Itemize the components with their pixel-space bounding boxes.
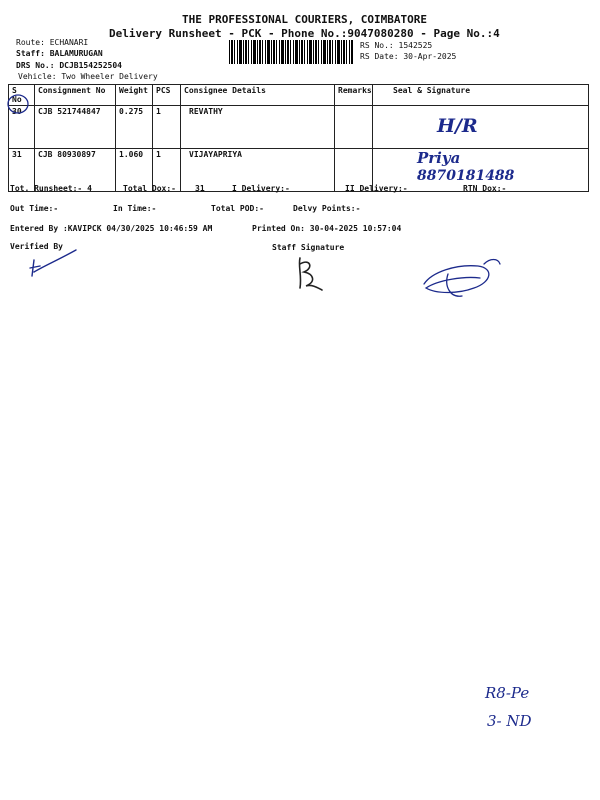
table-row [9,106,589,149]
cell-weight: 0.275 [116,106,153,149]
total-dox-label: Total Dox:- [123,184,176,193]
rs-date: RS Date: 30-Apr-2025 [360,52,457,61]
vehicle-label: Vehicle: Two Wheeler Delivery [18,72,158,81]
handwritten-phone: 8870181488 [417,168,515,184]
cell-sno: 30 [9,106,35,149]
ii-delivery: II Delivery:- [345,184,408,193]
total-pod: Total POD:- [211,204,264,213]
out-time: Out Time:- [10,204,59,213]
handwritten-name: Priya [417,149,461,167]
header-pcs: PCS [153,85,181,106]
printed-on: Printed On: 30-04-2025 10:57:04 [252,224,402,233]
tot-runsheet: Tot. Runsheet:- 4 [10,184,92,193]
receiver-signature-icon [418,254,508,304]
header-weight: Weight [116,85,153,106]
document-subtitle: Delivery Runsheet - PCK - Phone No.:9047080280 - Page No.:4 [109,27,500,40]
staff-label: Staff: BALAMURUGAN [16,49,103,58]
cell-weight: 1.060 [116,149,153,192]
cell-sno: 31 [9,149,35,192]
cell-consignee: REVATHY [181,106,335,149]
entered-by: Entered By :KAVIPCK 04/30/2025 10:46:59 AM [10,224,213,233]
staff-signature-icon [290,254,330,294]
cell-remarks [335,106,373,149]
verified-by-label: Verified By [10,242,63,251]
handwritten-note-1: R8-Pe [485,684,530,702]
header-sno: S No [9,85,35,106]
rs-number: RS No.: 1542525 [360,41,433,50]
drs-number: DRS No.: DCJB154252504 [16,61,122,70]
i-delivery: I Delivery:- [232,184,290,193]
cell-pcs: 1 [153,106,181,149]
cell-pcs: 1 [153,149,181,192]
table-header-row [9,85,589,106]
header-consignee: Consignee Details [181,85,335,106]
route-label: Route: ECHANARI [16,38,89,47]
header-consignment: Consignment No [35,85,116,106]
staff-signature-label: Staff Signature [272,243,345,252]
header-seal: Seal & Signature [373,85,589,106]
cell-seal [373,106,589,149]
handwritten-initials: H/R [437,115,478,137]
total-dox-value: 31 [195,184,205,193]
handwritten-circle-icon [6,92,32,118]
cell-consignment: CJB 521744847 [35,106,116,149]
cell-consignment: CJB 80930897 [35,149,116,192]
delvy-points: Delvy Points:- [293,204,361,213]
barcode [229,40,353,64]
header-remarks: Remarks [335,85,373,106]
document-title: THE PROFESSIONAL COURIERS, COIMBATORE [182,13,428,26]
handwritten-note-2: 3- ND [487,712,532,730]
cell-consignee: VIJAYAPRIYA [181,149,335,192]
verifier-signature-icon [24,246,84,282]
runsheet-table [8,84,589,192]
rtn-dox: RTN Dox:- [463,184,507,193]
in-time: In Time:- [113,204,157,213]
